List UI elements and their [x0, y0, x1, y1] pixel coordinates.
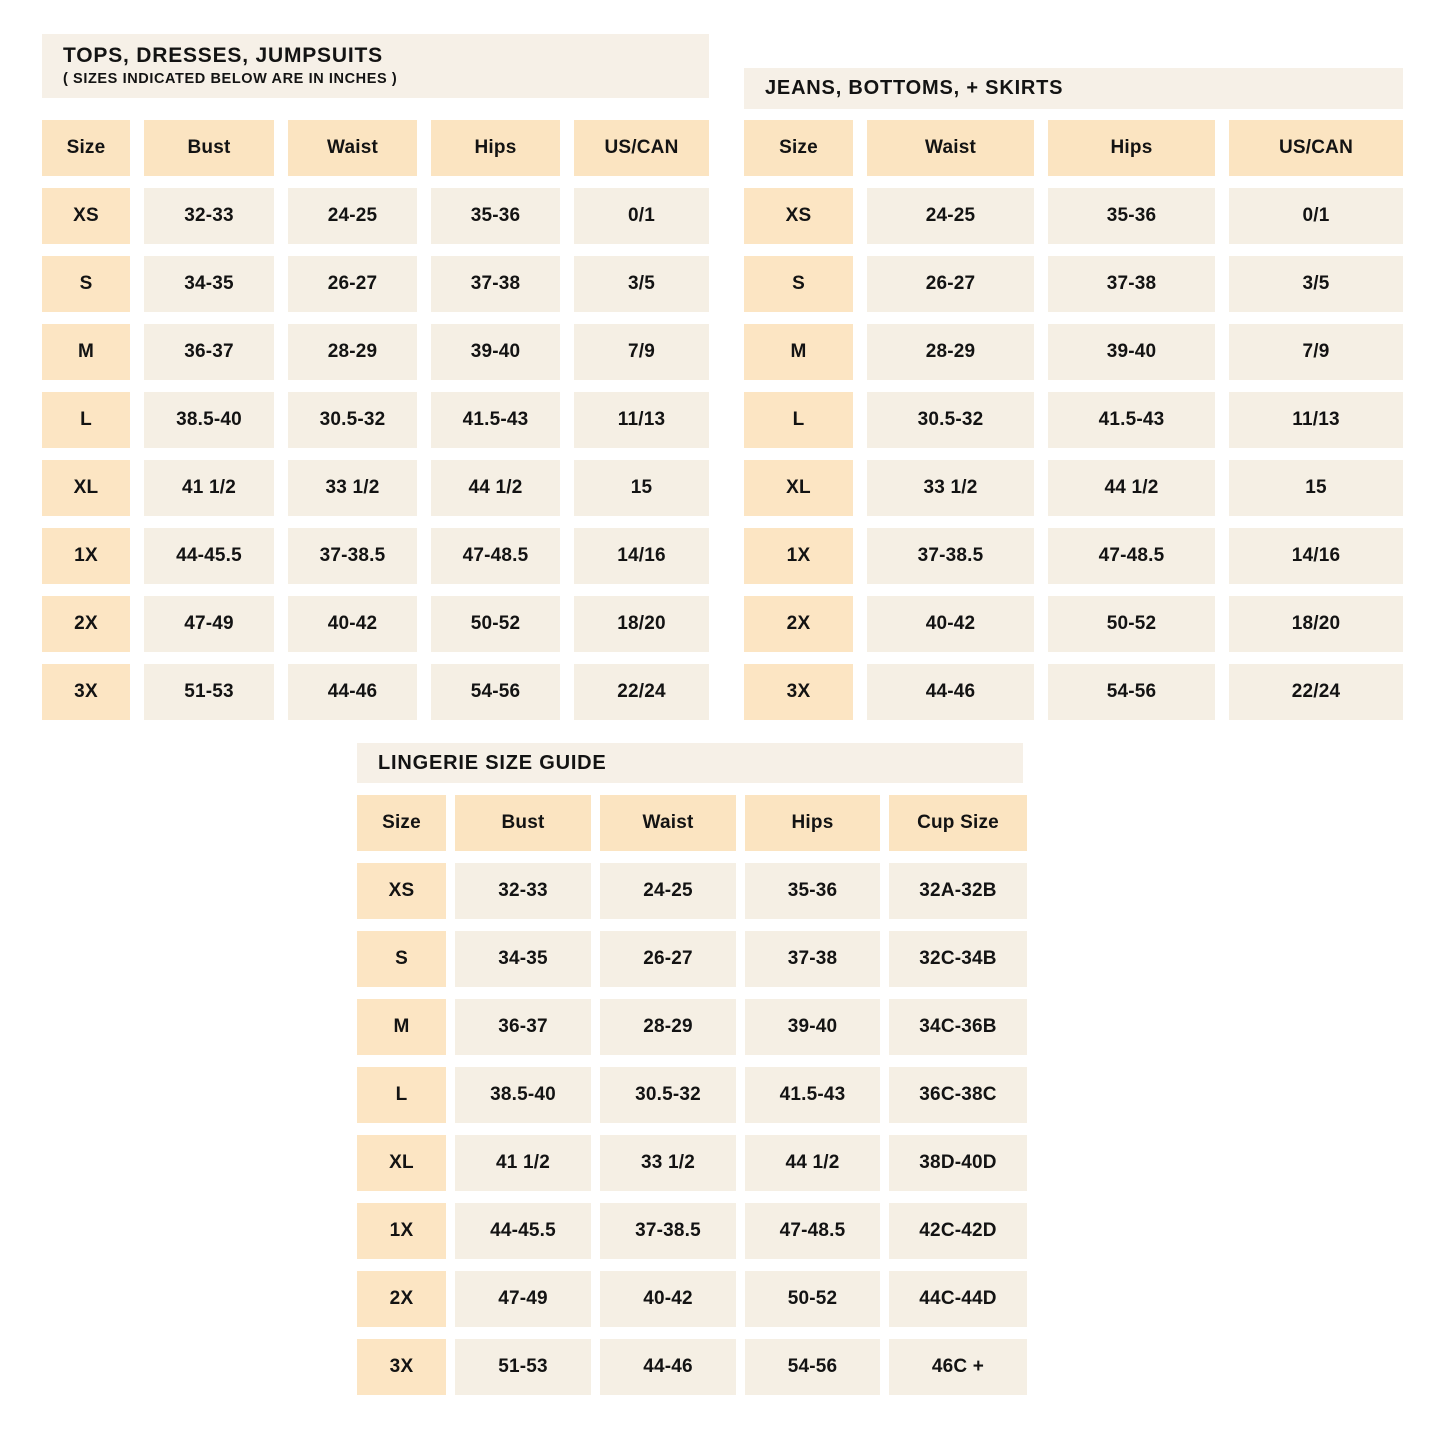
- lingerie-table-title-banner: [357, 743, 1023, 783]
- measurement-cell: 18/20: [1229, 596, 1403, 652]
- jeans-table-grid: [744, 120, 1403, 720]
- measurement-cell: 46C +: [889, 1339, 1027, 1395]
- measurement-cell: 44C-44D: [889, 1271, 1027, 1327]
- size-label-cell: S: [357, 931, 446, 987]
- column-header-us-can: US/CAN: [1229, 120, 1403, 176]
- measurement-cell: 15: [1229, 460, 1403, 516]
- measurement-cell: 34C-36B: [889, 999, 1027, 1055]
- measurement-cell: 39-40: [1048, 324, 1215, 380]
- measurement-cell: 54-56: [431, 664, 560, 720]
- tops-dresses-jumpsuits-table: [42, 34, 709, 720]
- measurement-cell: 47-49: [455, 1271, 591, 1327]
- lingerie-size-guide-table: [357, 743, 1023, 1395]
- size-label-cell: 3X: [357, 1339, 446, 1395]
- column-header-hips: Hips: [745, 795, 880, 851]
- measurement-cell: 34-35: [455, 931, 591, 987]
- measurement-cell: 39-40: [745, 999, 880, 1055]
- measurement-cell: 11/13: [1229, 392, 1403, 448]
- measurement-cell: 44 1/2: [745, 1135, 880, 1191]
- measurement-cell: 38.5-40: [144, 392, 274, 448]
- measurement-cell: 32C-34B: [889, 931, 1027, 987]
- size-label-cell: 2X: [42, 596, 130, 652]
- measurement-cell: 38.5-40: [455, 1067, 591, 1123]
- measurement-cell: 50-52: [1048, 596, 1215, 652]
- size-label-cell: 2X: [357, 1271, 446, 1327]
- measurement-cell: 30.5-32: [600, 1067, 736, 1123]
- measurement-cell: 37-38.5: [288, 528, 417, 584]
- size-label-cell: XL: [744, 460, 853, 516]
- measurement-cell: 24-25: [288, 188, 417, 244]
- measurement-cell: 51-53: [144, 664, 274, 720]
- measurement-cell: 47-48.5: [1048, 528, 1215, 584]
- column-header-cup-size: Cup Size: [889, 795, 1027, 851]
- measurement-cell: 7/9: [574, 324, 709, 380]
- tops-table-grid: [42, 120, 709, 720]
- measurement-cell: 38D-40D: [889, 1135, 1027, 1191]
- measurement-cell: 22/24: [574, 664, 709, 720]
- size-label-cell: L: [357, 1067, 446, 1123]
- measurement-cell: 32-33: [144, 188, 274, 244]
- measurement-cell: 36-37: [144, 324, 274, 380]
- measurement-cell: 0/1: [1229, 188, 1403, 244]
- size-label-cell: M: [357, 999, 446, 1055]
- measurement-cell: 22/24: [1229, 664, 1403, 720]
- size-label-cell: 1X: [357, 1203, 446, 1259]
- measurement-cell: 30.5-32: [867, 392, 1034, 448]
- measurement-cell: 51-53: [455, 1339, 591, 1395]
- measurement-cell: 44-45.5: [455, 1203, 591, 1259]
- column-header-bust: Bust: [455, 795, 591, 851]
- measurement-cell: 18/20: [574, 596, 709, 652]
- measurement-cell: 41.5-43: [431, 392, 560, 448]
- measurement-cell: 50-52: [745, 1271, 880, 1327]
- column-header-us-can: US/CAN: [574, 120, 709, 176]
- size-label-cell: M: [744, 324, 853, 380]
- measurement-cell: 44-46: [867, 664, 1034, 720]
- size-label-cell: XS: [42, 188, 130, 244]
- lingerie-table-title: LINGERIE SIZE GUIDE: [378, 751, 607, 774]
- measurement-cell: 35-36: [431, 188, 560, 244]
- measurement-cell: 41 1/2: [455, 1135, 591, 1191]
- measurement-cell: 14/16: [574, 528, 709, 584]
- size-label-cell: M: [42, 324, 130, 380]
- measurement-cell: 40-42: [288, 596, 417, 652]
- measurement-cell: 32-33: [455, 863, 591, 919]
- column-header-waist: Waist: [600, 795, 736, 851]
- measurement-cell: 36C-38C: [889, 1067, 1027, 1123]
- measurement-cell: 47-48.5: [745, 1203, 880, 1259]
- column-header-hips: Hips: [431, 120, 560, 176]
- measurement-cell: 33 1/2: [288, 460, 417, 516]
- measurement-cell: 30.5-32: [288, 392, 417, 448]
- size-label-cell: 1X: [42, 528, 130, 584]
- measurement-cell: 54-56: [745, 1339, 880, 1395]
- measurement-cell: 47-49: [144, 596, 274, 652]
- measurement-cell: 44 1/2: [431, 460, 560, 516]
- measurement-cell: 24-25: [600, 863, 736, 919]
- measurement-cell: 37-38: [1048, 256, 1215, 312]
- measurement-cell: 50-52: [431, 596, 560, 652]
- measurement-cell: 35-36: [1048, 188, 1215, 244]
- column-header-size: Size: [744, 120, 853, 176]
- measurement-cell: 28-29: [288, 324, 417, 380]
- measurement-cell: 37-38: [745, 931, 880, 987]
- measurement-cell: 37-38.5: [867, 528, 1034, 584]
- measurement-cell: 42C-42D: [889, 1203, 1027, 1259]
- column-header-size: Size: [42, 120, 130, 176]
- measurement-cell: 32A-32B: [889, 863, 1027, 919]
- size-label-cell: 3X: [42, 664, 130, 720]
- measurement-cell: 14/16: [1229, 528, 1403, 584]
- measurement-cell: 44-45.5: [144, 528, 274, 584]
- jeans-table-title: JEANS, BOTTOMS, + SKIRTS: [765, 77, 1064, 99]
- size-label-cell: 2X: [744, 596, 853, 652]
- measurement-cell: 36-37: [455, 999, 591, 1055]
- tops-table-subtitle: ( SIZES INDICATED BELOW ARE IN INCHES ): [63, 70, 398, 87]
- column-header-waist: Waist: [867, 120, 1034, 176]
- measurement-cell: 28-29: [867, 324, 1034, 380]
- measurement-cell: 44-46: [600, 1339, 736, 1395]
- measurement-cell: 44-46: [288, 664, 417, 720]
- measurement-cell: 33 1/2: [600, 1135, 736, 1191]
- jeans-table-title-banner: [744, 68, 1403, 109]
- measurement-cell: 37-38.5: [600, 1203, 736, 1259]
- tops-table-title: TOPS, DRESSES, JUMPSUITS: [63, 44, 383, 68]
- measurement-cell: 41 1/2: [144, 460, 274, 516]
- size-label-cell: L: [744, 392, 853, 448]
- column-header-bust: Bust: [144, 120, 274, 176]
- measurement-cell: 40-42: [867, 596, 1034, 652]
- measurement-cell: 47-48.5: [431, 528, 560, 584]
- size-label-cell: XL: [357, 1135, 446, 1191]
- column-header-hips: Hips: [1048, 120, 1215, 176]
- measurement-cell: 41.5-43: [1048, 392, 1215, 448]
- measurement-cell: 3/5: [1229, 256, 1403, 312]
- measurement-cell: 0/1: [574, 188, 709, 244]
- size-label-cell: XS: [744, 188, 853, 244]
- measurement-cell: 54-56: [1048, 664, 1215, 720]
- tops-table-title-banner: [42, 34, 709, 98]
- size-label-cell: L: [42, 392, 130, 448]
- measurement-cell: 41.5-43: [745, 1067, 880, 1123]
- size-label-cell: S: [42, 256, 130, 312]
- measurement-cell: 37-38: [431, 256, 560, 312]
- measurement-cell: 15: [574, 460, 709, 516]
- column-header-size: Size: [357, 795, 446, 851]
- measurement-cell: 39-40: [431, 324, 560, 380]
- lingerie-table-grid: [357, 795, 1023, 1395]
- measurement-cell: 11/13: [574, 392, 709, 448]
- measurement-cell: 34-35: [144, 256, 274, 312]
- size-label-cell: XS: [357, 863, 446, 919]
- measurement-cell: 28-29: [600, 999, 736, 1055]
- measurement-cell: 44 1/2: [1048, 460, 1215, 516]
- column-header-waist: Waist: [288, 120, 417, 176]
- measurement-cell: 7/9: [1229, 324, 1403, 380]
- measurement-cell: 26-27: [600, 931, 736, 987]
- size-label-cell: 3X: [744, 664, 853, 720]
- size-label-cell: S: [744, 256, 853, 312]
- measurement-cell: 24-25: [867, 188, 1034, 244]
- measurement-cell: 35-36: [745, 863, 880, 919]
- measurement-cell: 33 1/2: [867, 460, 1034, 516]
- measurement-cell: 26-27: [288, 256, 417, 312]
- size-label-cell: XL: [42, 460, 130, 516]
- measurement-cell: 40-42: [600, 1271, 736, 1327]
- jeans-bottoms-skirts-table: [744, 68, 1403, 720]
- measurement-cell: 26-27: [867, 256, 1034, 312]
- size-label-cell: 1X: [744, 528, 853, 584]
- measurement-cell: 3/5: [574, 256, 709, 312]
